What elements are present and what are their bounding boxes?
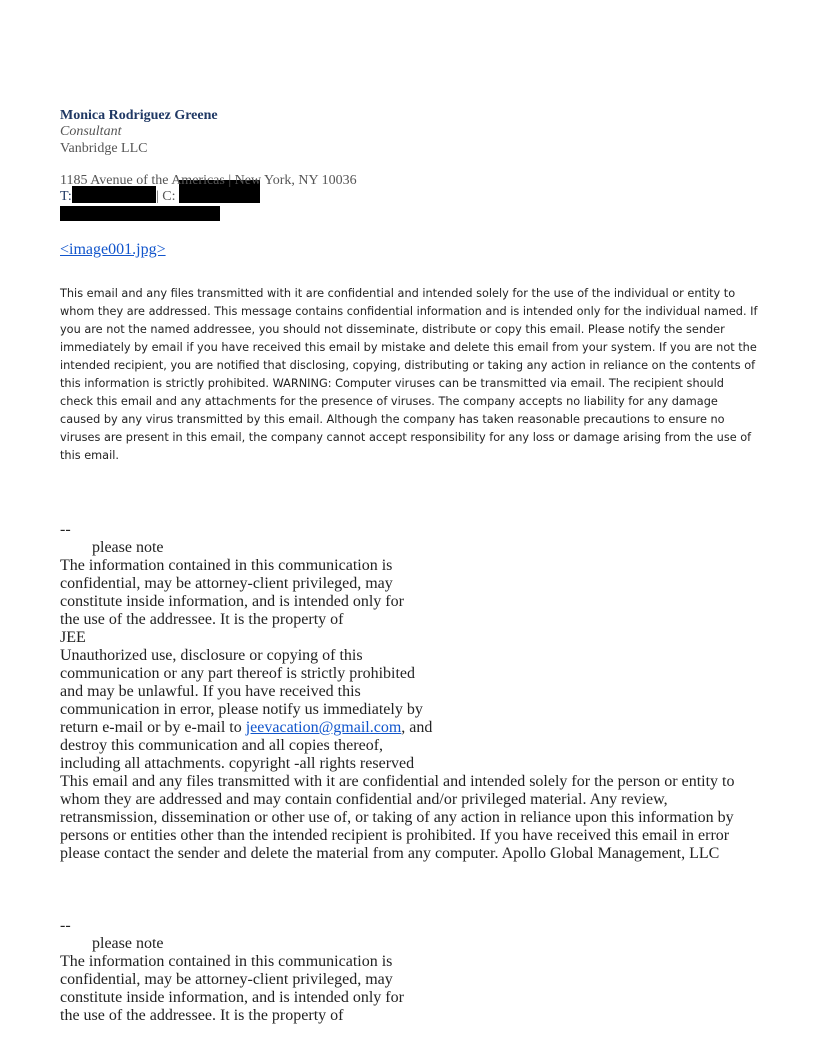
notice-line: Unauthorized use, disclosure or copying of this — [60, 647, 363, 664]
signature-block — [60, 108, 760, 221]
apollo-disclaimer: This email and any files transmitted with it are confidential and intended solely for the person or entity to whom they are addressed and may contain confidential and/or privileged material. Any review, retransmission, dissemination or other use of, or taking of any action in reliance upon this information by persons or entities other than the intended recipient is prohibited. If you have received this email in error please contact the sender and delete the material from any computer. Apollo Global Management, LLC — [60, 773, 735, 862]
image-attachment-link[interactable]: <image001.jpg> — [60, 241, 166, 258]
signature-address: 1185 Avenue of the Americas | New York, NY 10036 — [60, 173, 357, 188]
footer-notice-1 — [60, 521, 760, 773]
notice-line: and may be unlawful. If you have received this — [60, 683, 361, 700]
signature-phones — [60, 189, 760, 205]
footer-notice-2 — [60, 917, 760, 1025]
please-note: please note — [92, 935, 164, 952]
notice-lines — [60, 557, 760, 773]
signature-title: Consultant — [60, 124, 122, 139]
notice-line: The information contained in this communication is — [60, 557, 393, 574]
notice-line: the use of the addressee. It is the property of — [60, 1007, 344, 1024]
notice-line: JEE — [60, 629, 86, 646]
separator-dashes: -- — [60, 521, 71, 538]
return-prefix: return e-mail or by e-mail to — [60, 719, 246, 736]
cell-label: | C: — [156, 189, 176, 204]
notice-lines — [60, 953, 760, 1025]
notice-line: communication in error, please notify us immediately by — [60, 701, 423, 718]
notice-line: constitute inside information, and is intended only for — [60, 593, 404, 610]
email-link[interactable]: jeevacation@gmail.com — [245, 719, 402, 736]
notice-line: constitute inside information, and is intended only for — [60, 989, 404, 1006]
notice-line: communication or any part thereof is strictly prohibited — [60, 665, 416, 682]
notice-line-email — [60, 719, 760, 737]
notice-line: The information contained in this communication is — [60, 953, 393, 970]
notice-line: the use of the addressee. It is the property of — [60, 611, 344, 628]
confidentiality-disclaimer: This email and any files transmitted with it are confidential and intended solely for the use of the individual or entity to whom they are addressed. This message contains confidential information and is intended only for the individual named. If you are not the named addressee, you should not disseminate, distribute or copy this email. Please notify the sender immediately by email if you have received this email by mistake and delete this email from your system. If you are not the intended recipient, you are notified that disclosing, copying, distributing or taking any action in reliance on the contents of this information is strictly prohibited. WARNING: Computer viruses can be transmitted via email. The recipient should check this email and any attachments for the presence of viruses. The company accepts no liability for any damage caused by any virus transmitted by this email. Although the company has taken reasonable precautions to ensure no viruses are present in this email, the company cannot accept responsibility for any loss or damage arising from the use of this email. — [60, 287, 758, 462]
please-note: please note — [92, 539, 164, 556]
notice-line: confidential, may be attorney-client privileged, may — [60, 575, 393, 592]
return-suffix: , and — [401, 719, 433, 736]
notice-line: including all attachments. copyright -all rights reserved — [60, 755, 415, 772]
notice-line: destroy this communication and all copies thereof, — [60, 737, 384, 754]
redaction-bar — [60, 206, 220, 221]
separator-dashes: -- — [60, 917, 71, 934]
notice-line: confidential, may be attorney-client privileged, may — [60, 971, 393, 988]
email-body — [60, 108, 760, 1025]
signature-name: Monica Rodriguez Greene — [60, 108, 218, 123]
signature-company: Vanbridge LLC — [60, 141, 148, 156]
phone-label: T: — [60, 189, 72, 204]
